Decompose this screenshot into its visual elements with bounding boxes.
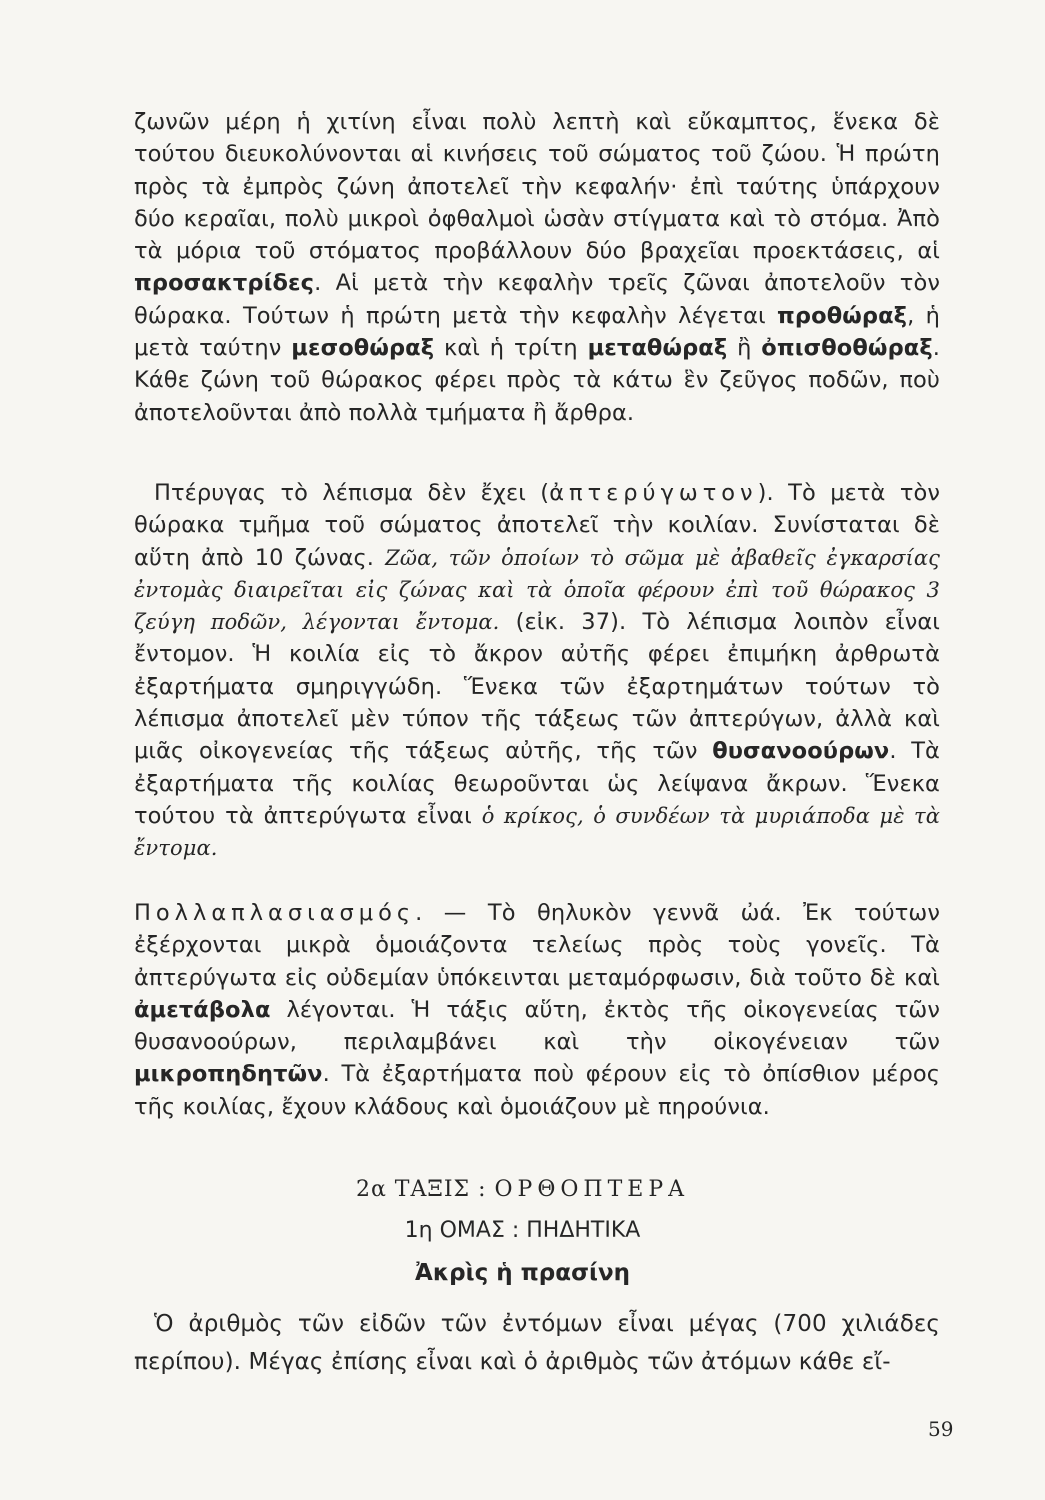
page-number: 59 bbox=[928, 1417, 954, 1441]
order-prefix: 2α ΤΑΞΙΣ : bbox=[355, 1177, 487, 1202]
group-heading: 1η ΟΜΑΣ : ΠΗΔΗΤΙΚΑ bbox=[404, 1218, 641, 1243]
paragraph-1 bbox=[134, 106, 940, 429]
paragraph-3 bbox=[134, 897, 940, 1123]
term-mesothorax: μεσοθώραξ bbox=[291, 335, 435, 362]
term-apterygoton: ἀπτερύγωτον bbox=[549, 480, 758, 506]
order-heading bbox=[0, 1177, 1045, 1202]
definition-insects: Ζῶα, τῶν ὁποίων τὸ σῶμα μὲ ἀβαθεῖς ἐγκαρσίας ἐντομὰς διαιρεῖται εἰς ζώνας καὶ τὰ ὁποῖα φέρουν ἐπὶ τοῦ θώρακος 3 ζεύγη ποδῶν, λέγονται ἔντομα. bbox=[134, 545, 940, 635]
emphasis-link: ὁ κρίκος, ὁ συνδέων τὰ μυριάποδα μὲ τὰ ἔντομα. bbox=[134, 803, 940, 861]
text-run: . Τὰ ἐξαρτήματα τῆς κοιλίας θεωροῦνται ὡς λείψανα ἄκρων. Ἕνεκα τούτου τὰ ἀπτερύγωτα εἶναι bbox=[134, 738, 940, 829]
text-run: λέγονται. Ἡ τάξις αὕτη, ἐκτὸς τῆς οἰκογενείας τῶν θυσανοούρων, περιλαμβάνει καὶ τὴν οἰκογένειαν τῶν bbox=[134, 996, 940, 1056]
term-prothorax: προθώραξ bbox=[777, 302, 908, 329]
term-thysanoura: θυσανοούρων bbox=[712, 738, 890, 765]
paragraph-2 bbox=[134, 477, 940, 865]
text-run: καὶ ἡ τρίτη bbox=[434, 335, 588, 362]
term-opisthothorax: ὀπισθοθώραξ bbox=[761, 335, 933, 362]
text-run: ἢ bbox=[727, 335, 762, 362]
text-run: Ὁ ἀριθμὸς τῶν εἰδῶν τῶν ἐντόμων εἶναι μέγας (700 χιλιάδες περίπου). Μέγας ἐπίσης εἶναι καὶ ὁ ἀριθμὸς τῶν ἀτόμων κάθε εἴ- bbox=[134, 1311, 940, 1375]
text-run: . Τὰ ἐξαρτήματα ποὺ φέρουν εἰς τὸ ὀπίσθιον μέρος τῆς κοιλίας, ἔχουν κλάδους καὶ ὁμοιάζουν μὲ πηρούνια. bbox=[134, 1061, 940, 1120]
term-prosaktrides: προσακτρίδες bbox=[134, 270, 315, 297]
text-run: , ἡ μετὰ ταύτην bbox=[134, 302, 940, 362]
text-run: Πτέρυγας τὸ λέπισμα δὲν ἔχει ( bbox=[154, 480, 550, 506]
text-run: . — Τὸ θηλυκὸν γεννᾶ ὠά. Ἐκ τούτων ἐξέρχονται μικρὰ ὁμοιάζοντα τελείως πρὸς τοὺς γονεῖς. Τὰ ἀπτερύγωτα εἰς οὐδεμίαν ὑπόκεινται μεταμόρφωσιν, διὰ τοῦτο δὲ καὶ bbox=[134, 900, 940, 991]
text-run: ζωνῶν μέρη ἡ χιτίνη εἶναι πολὺ λεπτὴ καὶ εὔκαμπτος, ἕνεκα δὲ τούτου διευκολύνονται αἱ κινήσεις τοῦ σώματος τοῦ ζώου. Ἡ πρώτη πρὸς τὰ ἐμπρὸς ζώνη ἀποτελεῖ τὴν κεφαλήν· ἐπὶ ταύτης ὑπάρχουν δύο κεραῖαι, πολὺ μικροὶ ὀφθαλμοὶ ὡσὰν στίγματα καὶ τὸ στόμα. Ἀπὸ τὰ μόρια τοῦ στόματος προβάλλουν δύο βραχεῖαι προεκτάσεις, αἱ bbox=[134, 109, 940, 265]
term-metathorax: μεταθώραξ bbox=[587, 335, 728, 362]
text-run: ). Τὸ μετὰ τὸν θώρακα τμῆμα τοῦ σώματος ἀποτελεῖ τὴν κοιλίαν. Συνίσταται δὲ αὕτη ἀπὸ 10 ζώνας. bbox=[134, 480, 941, 571]
term-reproduction: Πολλαπλασιασμός bbox=[134, 900, 416, 926]
text-run: . Κάθε ζώνη τοῦ θώρακος φέρει πρὸς τὰ κάτω ἓν ζεῦγος ποδῶν, ποὺ ἀποτελοῦνται ἀπὸ πολλὰ τμήματα ἢ ἄρθρα. bbox=[134, 335, 940, 426]
paragraph-4 bbox=[134, 1305, 940, 1381]
species-heading: Ἀκρὶς ἡ πρασίνη bbox=[415, 1260, 630, 1286]
text-run: (εἰκ. 37). Τὸ λέπισμα λοιπὸν εἶναι ἔντομον. Ἡ κοιλία εἰς τὸ ἄκρον αὐτῆς φέρει ἐπιμήκη ἀρθρωτὰ ἐξαρτήματα σμηριγγώδη. Ἕνεκα τῶν ἐξαρτημάτων τούτων τὸ λέπισμα ἀποτελεῖ μὲν τύπον τῆς τάξεως τῶν ἀπτερύγων, ἀλλὰ καὶ μιᾶς οἰκογενείας τῆς τάξεως αὐτῆς, τῆς τῶν bbox=[134, 609, 941, 765]
term-mikropiditon: μικροπηδητῶν bbox=[134, 1061, 323, 1088]
term-ametabola: ἀμετάβολα bbox=[134, 996, 271, 1023]
order-name: ΟΡΘΟΠΤΕΡΑ bbox=[494, 1177, 690, 1202]
text-run: . Αἱ μετὰ τὴν κεφαλὴν τρεῖς ζῶναι ἀποτελοῦν τὸν θώρακα. Τούτων ἡ πρώτη μετὰ τὴν κεφαλὴν λέγεται bbox=[134, 270, 940, 329]
